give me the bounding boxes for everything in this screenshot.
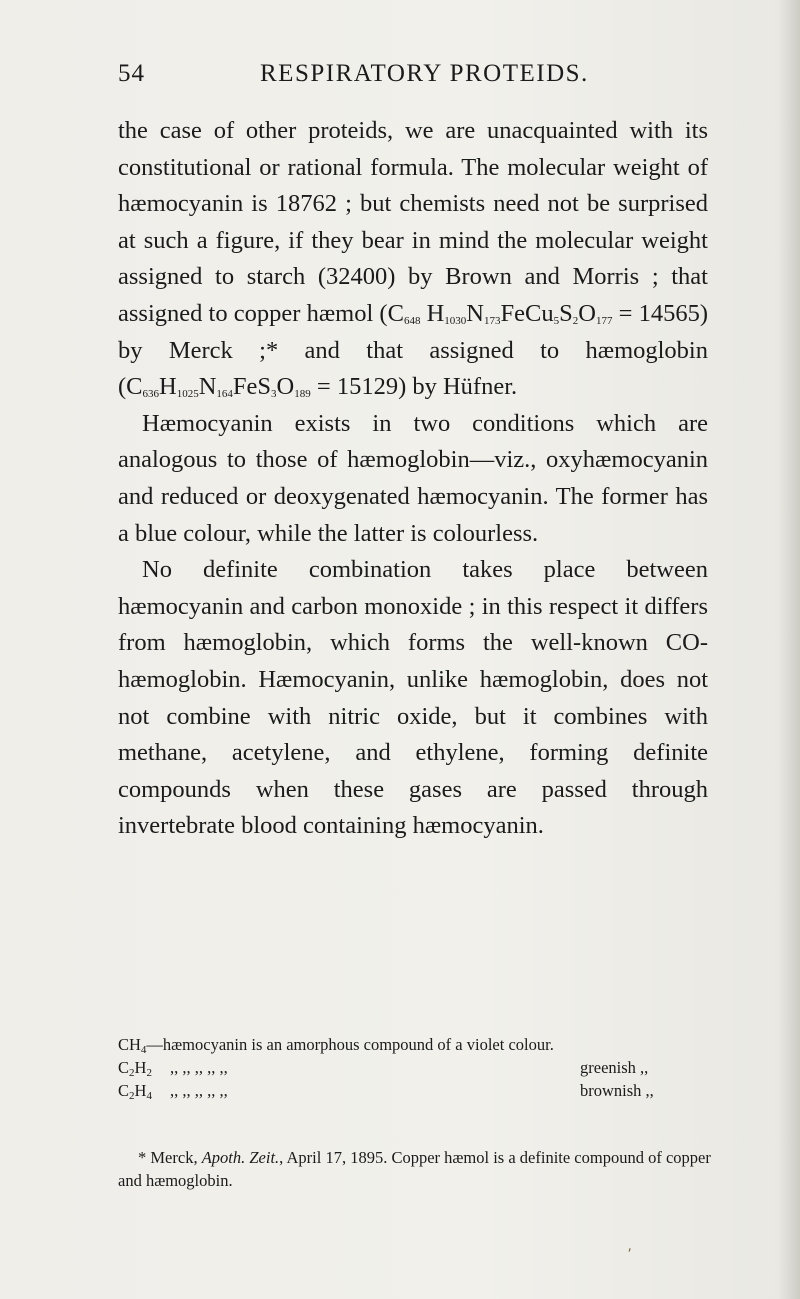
compound-row-acetylene: $C_2H_2$ ,, ,, ,, ,, ,, greenish ,, [118,1058,649,1079]
compounds-list [118,1033,718,1102]
compound-row-methane: $CH_4—hæmocyanin$ is an amorphous compound of a violet colour. [118,1035,554,1056]
stray-ink-mark: ⸴ [628,1240,632,1256]
page-number: 54 [118,60,145,87]
body-text [118,113,708,845]
paragraph-combination: No definite combination takes place between hæmocyanin and carbon monoxide ; in this respect it differs from hæmoglobin, which forms the well-known CO-hæmoglobin. Hæmocyanin, unlike hæmoglobin, does not not combine with nitric oxide, but it combines with methane, acetylene, and ethylene, forming definite compounds when these gases are passed through invertebrate blood containing hæmocyanin. [118,556,708,840]
compound-row-ethylene: $C_2H_4$ ,, ,, ,, ,, ,, brownish ,, [118,1081,654,1102]
page-edge-shadow [778,0,800,1299]
colour-word: brownish ,, [580,1081,654,1100]
colour-word: greenish ,, [580,1058,649,1077]
running-title: RESPIRATORY PROTEIDS. [260,60,589,87]
ditto-marks: ,, ,, ,, ,, ,, [170,1081,228,1100]
ditto-marks: ,, ,, ,, ,, ,, [170,1058,228,1077]
page-header [118,60,678,100]
footnote: * Merck, Apoth. Zeit., April 17, 1895. Copper hæmol is a definite compound of copper and hæmoglobin. [118,1148,711,1190]
paragraph-two-conditions: Hæmocyanin exists in two conditions which are analogous to those of hæmoglobin—viz., oxyhæmocyanin and reduced or deoxygenated hæmocyanin. The former has a blue colour, while the latter is colourless. [118,409,708,547]
paragraph-continuation: the case of other proteids, we are unacquainted with its constitutional or rational formula. The molecular weight of hæmocyanin is 18762 ; but chemists need not be surprised at such a figure, if they bear in mind the molecular weight assigned to starch (32400) by Brown and Morris ; that assigned to copper hæmol ($C_{648}$ $H_{1030}N_{173}FeCu_5S_2O_{177} = 14565$) by Merck ;* and that assigned to hæmoglobin $(C_{636}H_{1025}N_{164}FeS_3O_{189} = 15129)$ by Hüfner. [118,117,708,401]
